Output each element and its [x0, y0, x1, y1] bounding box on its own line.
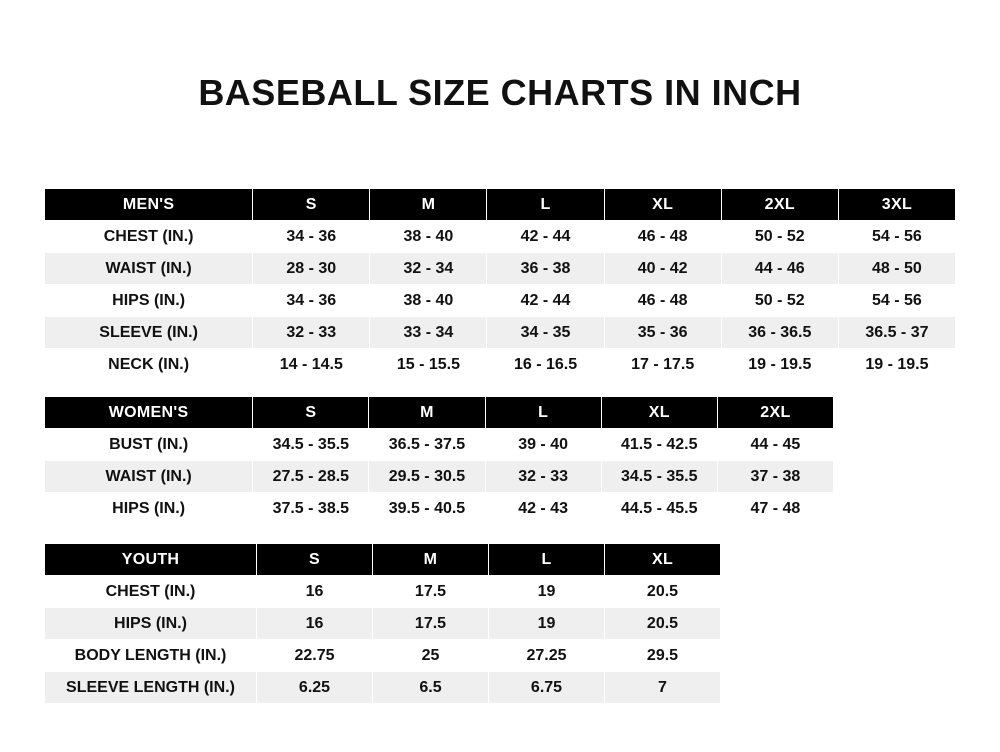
cell-value: 32 - 34 [370, 253, 487, 285]
youth-header-l: L [489, 544, 605, 576]
youth-size-chart [44, 543, 721, 704]
table-header-row [45, 397, 834, 429]
cell-value: 50 - 52 [721, 221, 838, 253]
womens-chart-header [45, 397, 834, 429]
cell-value: 25 [373, 640, 489, 672]
mens-chart-body [45, 221, 956, 381]
cell-value: 42 - 44 [487, 221, 604, 253]
row-label: NECK (IN.) [45, 349, 253, 381]
cell-value: 15 - 15.5 [370, 349, 487, 381]
row-label: SLEEVE (IN.) [45, 317, 253, 349]
cell-value: 19 [489, 608, 605, 640]
womens-header-m: M [369, 397, 485, 429]
cell-value: 44 - 45 [717, 429, 833, 461]
mens-header-s: S [253, 189, 370, 221]
cell-value: 42 - 43 [485, 493, 601, 525]
table-row [45, 576, 721, 608]
cell-value: 39.5 - 40.5 [369, 493, 485, 525]
womens-header-xl: XL [601, 397, 717, 429]
cell-value: 29.5 - 30.5 [369, 461, 485, 493]
mens-header-l: L [487, 189, 604, 221]
cell-value: 22.75 [257, 640, 373, 672]
mens-header-xl: XL [604, 189, 721, 221]
row-label: CHEST (IN.) [45, 576, 257, 608]
table-row [45, 461, 834, 493]
cell-value: 36 - 36.5 [721, 317, 838, 349]
cell-value: 32 - 33 [253, 317, 370, 349]
cell-value: 6.5 [373, 672, 489, 704]
youth-header-xl: XL [605, 544, 721, 576]
cell-value: 42 - 44 [487, 285, 604, 317]
table-row [45, 285, 956, 317]
cell-value: 20.5 [605, 576, 721, 608]
mens-chart-header [45, 189, 956, 221]
cell-value: 27.25 [489, 640, 605, 672]
cell-value: 20.5 [605, 608, 721, 640]
cell-value: 36.5 - 37.5 [369, 429, 485, 461]
row-label: BUST (IN.) [45, 429, 253, 461]
row-label: SLEEVE LENGTH (IN.) [45, 672, 257, 704]
cell-value: 7 [605, 672, 721, 704]
cell-value: 36.5 - 37 [838, 317, 955, 349]
table-row [45, 317, 956, 349]
table-row [45, 672, 721, 704]
womens-header-2xl: 2XL [717, 397, 833, 429]
cell-value: 41.5 - 42.5 [601, 429, 717, 461]
cell-value: 44.5 - 45.5 [601, 493, 717, 525]
cell-value: 19 - 19.5 [721, 349, 838, 381]
table-row [45, 221, 956, 253]
row-label: WAIST (IN.) [45, 461, 253, 493]
youth-header-m: M [373, 544, 489, 576]
cell-value: 38 - 40 [370, 285, 487, 317]
womens-header-category: WOMEN'S [45, 397, 253, 429]
cell-value: 16 [257, 608, 373, 640]
page-title: BASEBALL SIZE CHARTS IN INCH [198, 72, 802, 113]
row-label: HIPS (IN.) [45, 493, 253, 525]
table-row [45, 608, 721, 640]
cell-value: 28 - 30 [253, 253, 370, 285]
cell-value: 33 - 34 [370, 317, 487, 349]
cell-value: 17.5 [373, 608, 489, 640]
row-label: HIPS (IN.) [45, 608, 257, 640]
row-label: WAIST (IN.) [45, 253, 253, 285]
cell-value: 54 - 56 [838, 221, 955, 253]
cell-value: 6.25 [257, 672, 373, 704]
cell-value: 36 - 38 [487, 253, 604, 285]
youth-header-s: S [257, 544, 373, 576]
youth-chart-header [45, 544, 721, 576]
row-label: BODY LENGTH (IN.) [45, 640, 257, 672]
table-row [45, 349, 956, 381]
womens-chart-body [45, 429, 834, 525]
womens-header-l: L [485, 397, 601, 429]
mens-header-3xl: 3XL [838, 189, 955, 221]
cell-value: 35 - 36 [604, 317, 721, 349]
row-label: CHEST (IN.) [45, 221, 253, 253]
cell-value: 27.5 - 28.5 [253, 461, 369, 493]
cell-value: 46 - 48 [604, 285, 721, 317]
cell-value: 54 - 56 [838, 285, 955, 317]
cell-value: 32 - 33 [485, 461, 601, 493]
table-header-row [45, 544, 721, 576]
table-row [45, 493, 834, 525]
cell-value: 44 - 46 [721, 253, 838, 285]
womens-header-s: S [253, 397, 369, 429]
table-row [45, 640, 721, 672]
table-header-row [45, 189, 956, 221]
cell-value: 34 - 36 [253, 221, 370, 253]
cell-value: 6.75 [489, 672, 605, 704]
cell-value: 39 - 40 [485, 429, 601, 461]
mens-header-m: M [370, 189, 487, 221]
cell-value: 34 - 36 [253, 285, 370, 317]
table-row [45, 429, 834, 461]
cell-value: 34 - 35 [487, 317, 604, 349]
cell-value: 19 [489, 576, 605, 608]
cell-value: 50 - 52 [721, 285, 838, 317]
mens-header-2xl: 2XL [721, 189, 838, 221]
youth-header-category: YOUTH [45, 544, 257, 576]
cell-value: 38 - 40 [370, 221, 487, 253]
cell-value: 14 - 14.5 [253, 349, 370, 381]
table-row [45, 253, 956, 285]
row-label: HIPS (IN.) [45, 285, 253, 317]
cell-value: 29.5 [605, 640, 721, 672]
cell-value: 19 - 19.5 [838, 349, 955, 381]
cell-value: 17 - 17.5 [604, 349, 721, 381]
cell-value: 34.5 - 35.5 [253, 429, 369, 461]
cell-value: 34.5 - 35.5 [601, 461, 717, 493]
youth-chart-body [45, 576, 721, 704]
womens-size-chart [44, 396, 834, 525]
cell-value: 40 - 42 [604, 253, 721, 285]
cell-value: 16 [257, 576, 373, 608]
mens-size-chart [44, 188, 956, 381]
cell-value: 48 - 50 [838, 253, 955, 285]
cell-value: 47 - 48 [717, 493, 833, 525]
cell-value: 16 - 16.5 [487, 349, 604, 381]
cell-value: 37 - 38 [717, 461, 833, 493]
mens-header-category: MEN'S [45, 189, 253, 221]
cell-value: 46 - 48 [604, 221, 721, 253]
cell-value: 17.5 [373, 576, 489, 608]
cell-value: 37.5 - 38.5 [253, 493, 369, 525]
